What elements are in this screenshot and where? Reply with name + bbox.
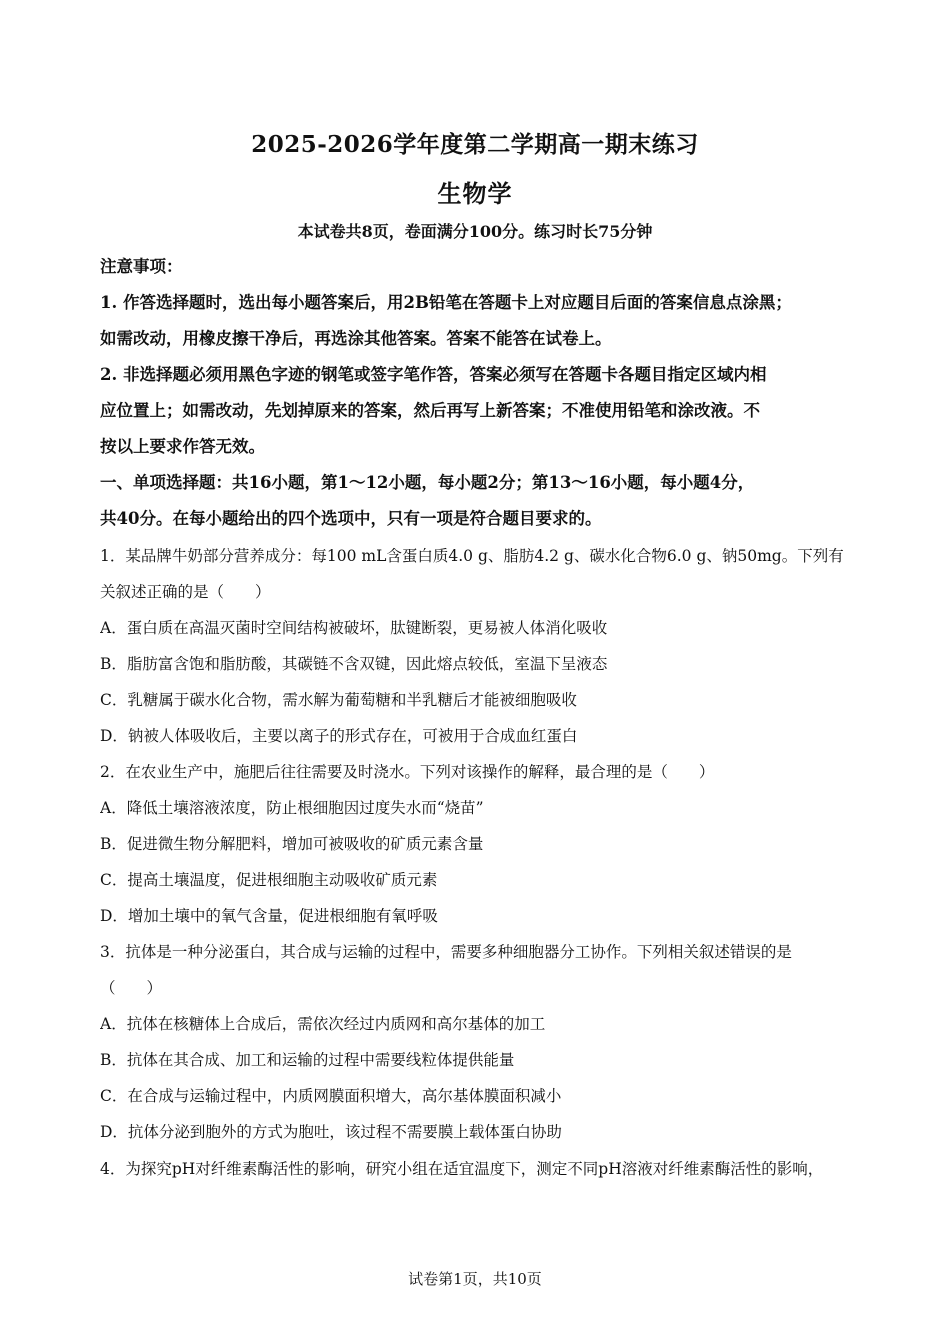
note-1-line-1: 1. 作答选择题时，选出每小题答案后，用2B铅笔在答题卡上对应题目后面的答案信息点涂黑； — [100, 293, 792, 312]
note-2-line-3: 按以上要求作答无效。 — [100, 437, 265, 456]
page-footer: 试卷第1页，共10页 — [408, 1270, 542, 1288]
q3-option-b: B．抗体在其合成、加工和运输的过程中需要线粒体提供能量 — [100, 1051, 515, 1069]
q1-option-c: C．乳糖属于碳水化合物，需水解为葡萄糖和半乳糖后才能被细胞吸收 — [100, 691, 577, 709]
q3-option-a: A．抗体在核糖体上合成后，需依次经过内质网和高尔基体的加工 — [100, 1015, 546, 1033]
q2-option-b: B．促进微生物分解肥料，增加可被吸收的矿质元素含量 — [100, 835, 484, 853]
q1-stem-line-1: 1．某品牌牛奶部分营养成分：每100 mL含蛋白质4.0 g、脂肪4.2 g、碳水化合物6.0 g、钠50mg。下列有 — [100, 547, 844, 565]
q3-option-d: D．抗体分泌到胞外的方式为胞吐，该过程不需要膜上载体蛋白协助 — [100, 1123, 562, 1141]
note-2-line-2: 应位置上；如需改动，先划掉原来的答案，然后再写上新答案；不准使用铅笔和涂改液。不 — [100, 401, 760, 420]
notes-heading: 注意事项： — [100, 257, 183, 276]
subject-title: 生物学 — [437, 179, 513, 208]
note-2-line-1: 2. 非选择题必须用黑色字迹的钢笔或签字笔作答，答案必须写在答题卡各题目指定区域内相 — [100, 365, 767, 384]
q3-stem-line-1: 3．抗体是一种分泌蛋白，其合成与运输的过程中，需要多种细胞器分工协作。下列相关叙述错误的是 — [100, 943, 792, 961]
q1-option-b: B．脂肪富含饱和脂肪酸，其碳链不含双键，因此熔点较低，室温下呈液态 — [100, 655, 608, 673]
q4-stem-line-1: 4．为探究pH对纤维素酶活性的影响，研究小组在适宜温度下，测定不同pH溶液对纤维素酶活性的影响， — [100, 1160, 824, 1178]
q2-stem: 2．在农业生产中，施肥后往往需要及时浇水。下列对该操作的解释，最合理的是（ ） — [100, 763, 715, 781]
q3-option-c: C．在合成与运输过程中，内质网膜面积增大，高尔基体膜面积减小 — [100, 1087, 562, 1105]
section-1-heading-line-2: 共40分。在每小题给出的四个选项中，只有一项是符合题目要求的。 — [100, 509, 602, 528]
q2-option-c: C．提高土壤温度，促进根细胞主动吸收矿质元素 — [100, 871, 438, 889]
q3-stem-line-2: （ ） — [100, 979, 163, 997]
q1-option-d: D．钠被人体吸收后，主要以离子的形式存在，可被用于合成血红蛋白 — [100, 727, 578, 745]
note-1-line-2: 如需改动，用橡皮擦干净后，再选涂其他答案。答案不能答在试卷上。 — [100, 329, 612, 348]
q2-option-d: D．增加土壤中的氧气含量，促进根细胞有氧呼吸 — [100, 907, 438, 925]
exam-title: 2025-2026学年度第二学期高一期末练习 — [251, 131, 699, 158]
q1-stem-line-2: 关叙述正确的是（ ） — [100, 583, 271, 601]
exam-info: 本试卷共8页，卷面满分100分。练习时长75分钟 — [297, 222, 653, 241]
section-1-heading-line-1: 一、单项选择题：共16小题，第1～12小题，每小题2分；第13～16小题，每小题4分， — [100, 473, 755, 492]
q2-option-a: A．降低土壤溶液浓度，防止根细胞因过度失水而“烧苗” — [100, 799, 484, 817]
q1-option-a: A．蛋白质在高温灭菌时空间结构被破坏，肽键断裂，更易被人体消化吸收 — [100, 619, 608, 637]
